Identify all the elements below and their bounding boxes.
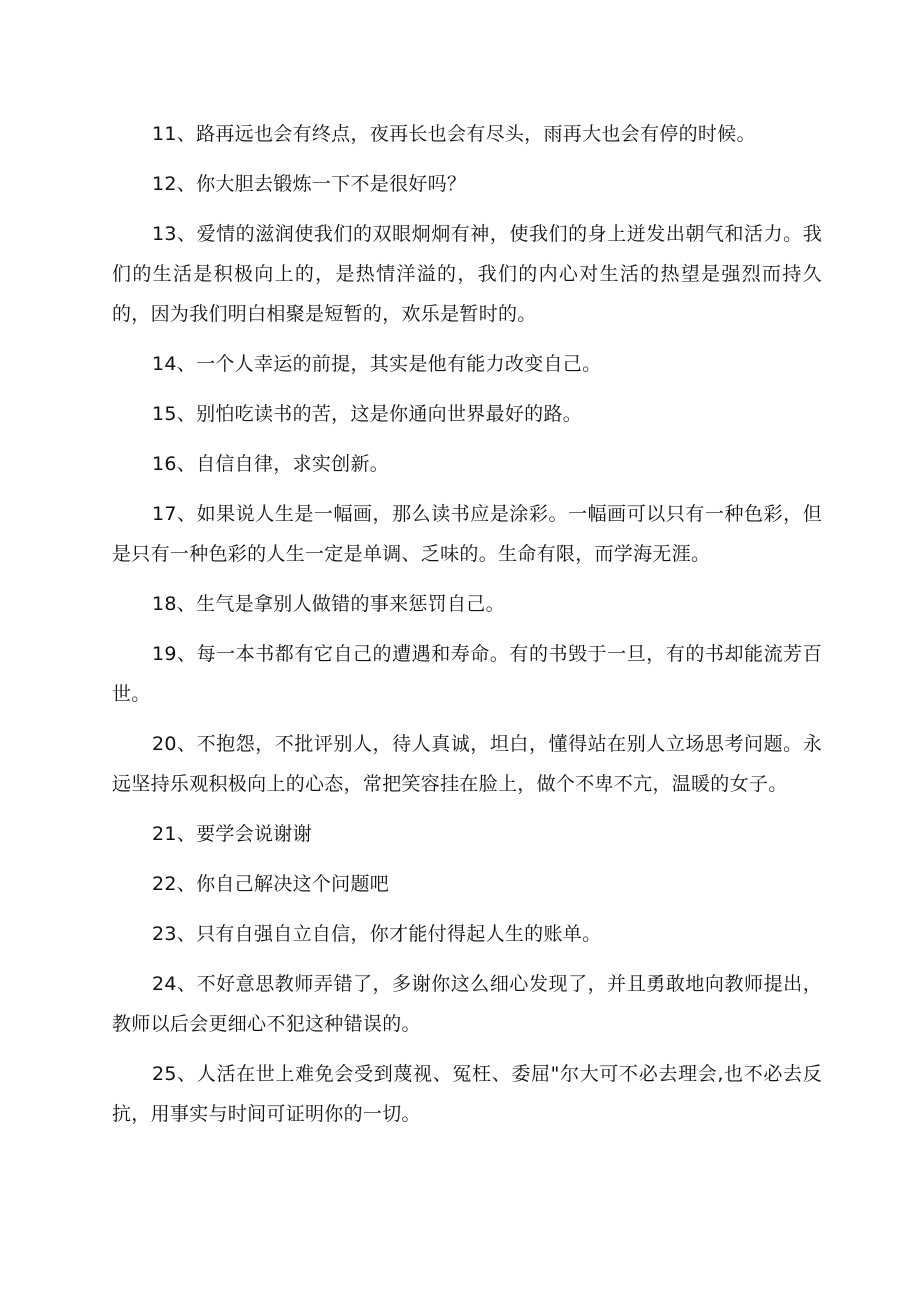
paragraph-22: 22、你自己解决这个问题吧 [152, 873, 390, 895]
paragraph-12: 12、你大胆去锻炼一下不是很好吗？ [152, 173, 467, 195]
paragraph-16: 16、自信自律，求实创新。 [152, 453, 390, 475]
paragraph-11: 11、路再远也会有终点，夜再长也会有尽头，雨再大也会有停的时候。 [152, 123, 756, 145]
paragraph-15: 15、别怕吃读书的苦，这是你通向世界最好的路。 [152, 403, 583, 425]
paragraph-20: 20、不抱怨，不批评别人，待人真诚，坦白，懂得站在别人立场思考问题。永远坚持乐观积极向上的心态，常把笑容挂在脸上，做个不卑不亢，温暖的女子。 [112, 733, 822, 795]
paragraph-14: 14、一个人幸运的前提，其实是他有能力改变自己。 [152, 353, 602, 375]
paragraph-13: 13、爱情的滋润使我们的双眼炯炯有神，使我们的身上迸发出朝气和活力。我们的生活是积极向上的，是热情洋溢的，我们的内心对生活的热望是强烈而持久的，因为我们明白相聚是短暂的，欢乐是暂时的。 [112, 223, 822, 325]
paragraph-17: 17、如果说人生是一幅画，那么读书应是涂彩。一幅画可以只有一种色彩，但是只有一种色彩的人生一定是单调、乏味的。生命有限，而学海无涯。 [112, 503, 822, 565]
paragraph-21: 21、要学会说谢谢 [152, 823, 312, 845]
paragraph-23: 23、只有自强自立自信，你才能付得起人生的账单。 [152, 923, 602, 945]
paragraph-18: 18、生气是拿别人做错的事来惩罚自己。 [152, 593, 505, 615]
paragraph-19: 19、每一本书都有它自己的遭遇和寿命。有的书毁于一旦，有的书却能流芳百世。 [112, 643, 822, 705]
paragraph-25: 25、人活在世上难免会受到蔑视、冤枉、委屈"尔大可不必去理会,也不必去反抗，用事实与时间可证明你的一切。 [112, 1063, 822, 1125]
paragraph-24: 24、不好意思教师弄错了，多谢你这么细心发现了，并且勇敢地向教师提出，教师以后会更细心不犯这种错误的。 [112, 973, 822, 1035]
document-body [112, 114, 822, 1134]
